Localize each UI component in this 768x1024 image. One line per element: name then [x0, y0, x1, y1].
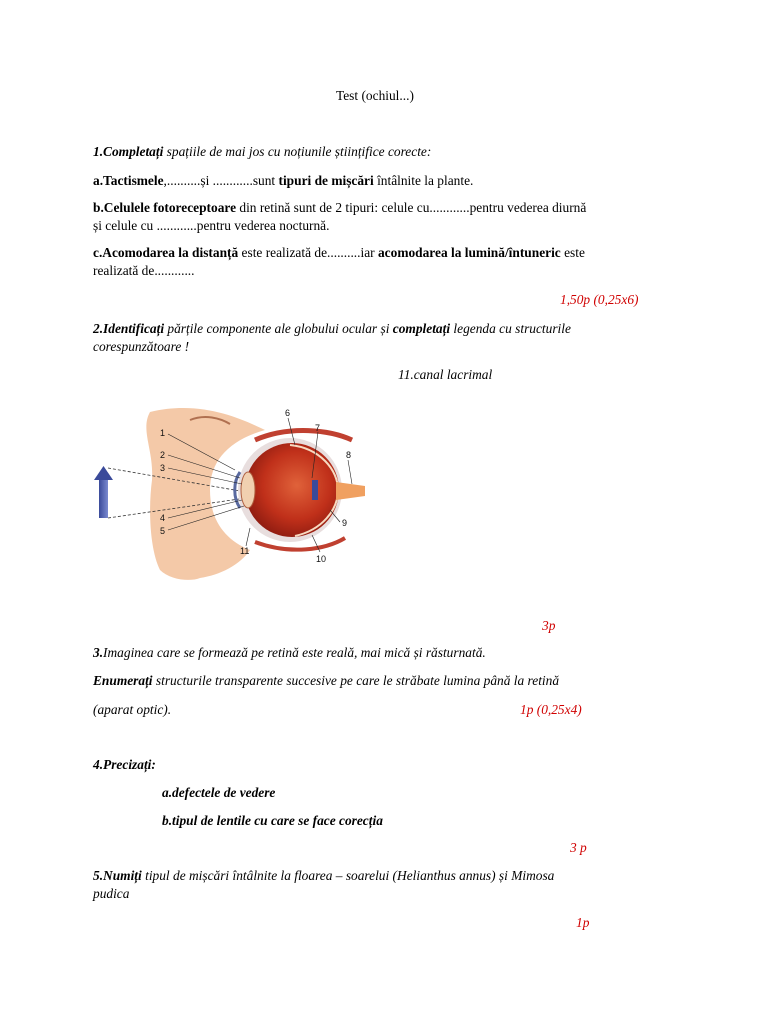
q5-verb: 5.Numiți	[93, 868, 142, 883]
diagram-label-6: 6	[285, 408, 291, 418]
q1-verb: Completați	[103, 144, 164, 159]
q3-number: 3.	[93, 645, 104, 660]
q2-text2: legenda cu structurile	[450, 321, 571, 336]
q3-line1	[93, 645, 486, 661]
diagram-label-10: 10	[316, 554, 327, 564]
eye-muscle-top	[255, 431, 352, 440]
q1-heading	[93, 144, 431, 160]
q2-text: părțile componente ale globului ocular și	[164, 321, 393, 336]
q3-line3: (aparat optic).	[93, 702, 172, 717]
q1-item-b-line1	[93, 200, 586, 216]
q3-text2: structurile transparente succesive pe care le străbate lumina până la retină	[152, 673, 560, 688]
q1-item-c-line2: realizată de............	[93, 263, 195, 278]
q1b-text: din retină sunt de 2 tipuri: celule cu............pentru vederea diurnă	[236, 200, 587, 215]
eye-diagram	[90, 400, 380, 585]
q1-item-b-line2: și celule cu ............pentru vederea nocturnă.	[93, 218, 330, 233]
q1a-text: ,..........și ............sunt	[163, 173, 279, 188]
q1c-term: c.Acomodarea la distanță	[93, 245, 239, 260]
q5-line2: pudica	[93, 886, 130, 901]
diagram-label-4: 4	[160, 513, 166, 523]
q1c-text2: este	[560, 245, 585, 260]
q3-verb: Enumerați	[93, 673, 153, 688]
q2-line2: corespunzătoare !	[93, 339, 190, 354]
lens-shape	[241, 472, 255, 508]
image-on-retina	[312, 480, 318, 500]
q1-item-c-line1	[93, 245, 585, 261]
q2-verb2: completați	[392, 321, 451, 336]
q1c-term2: acomodarea la lumină/întuneric	[377, 245, 561, 260]
q5-score: 1p	[576, 915, 590, 930]
q2-line1	[93, 321, 571, 337]
eyeball-shape	[245, 443, 339, 537]
q2-legend-item: 11.canal lacrimal	[398, 367, 493, 382]
q4-item-b: b.tipul de lentile cu care se face corecția	[162, 813, 383, 828]
q2-verb: 2.Identificați	[93, 321, 165, 336]
q1-number: 1.	[93, 144, 104, 159]
q5-line1	[93, 868, 554, 884]
q3-line2	[93, 673, 559, 689]
diagram-label-9: 9	[342, 518, 348, 528]
q1a-text2: întâlnite la plante.	[373, 173, 474, 188]
q1c-text: este realizată de..........iar	[238, 245, 378, 260]
q1-instruction: spațiile de mai jos cu noțiunile științifice corecte:	[163, 144, 432, 159]
diagram-label-1: 1	[160, 428, 166, 438]
q1b-term: b.Celulele fotoreceptoare	[93, 200, 237, 215]
diagram-label-11: 11	[240, 546, 250, 556]
object-arrow-shaft	[99, 478, 108, 518]
q3-score: 1p (0,25x4)	[520, 702, 582, 717]
q4-item-a: a.defectele de vedere	[162, 785, 276, 800]
q1-item-a	[93, 173, 473, 189]
page-title: Test (ochiul...)	[336, 88, 414, 103]
q1-score: 1,50p (0,25x6)	[560, 292, 639, 307]
q2-score: 3p	[542, 618, 556, 633]
diagram-label-8: 8	[346, 450, 352, 460]
diagram-label-5: 5	[160, 526, 166, 536]
diagram-label-3: 3	[160, 463, 166, 473]
diagram-label-7: 7	[315, 423, 321, 433]
q4-score: 3 p	[570, 840, 587, 855]
q1a-term2: tipuri de mișcări	[278, 173, 374, 188]
q5-text: tipul de mișcări întâlnite la floarea – soarelui (Helianthus annus) și Mimosa	[141, 868, 555, 883]
diagram-label-2: 2	[160, 450, 166, 460]
q1a-term: a.Tactismele	[93, 173, 164, 188]
optic-nerve-shape	[336, 482, 365, 500]
q3-text: Imaginea care se formează pe retină este reală, mai mică și răsturnată.	[103, 645, 486, 660]
q4-heading: 4.Precizați:	[93, 757, 156, 772]
